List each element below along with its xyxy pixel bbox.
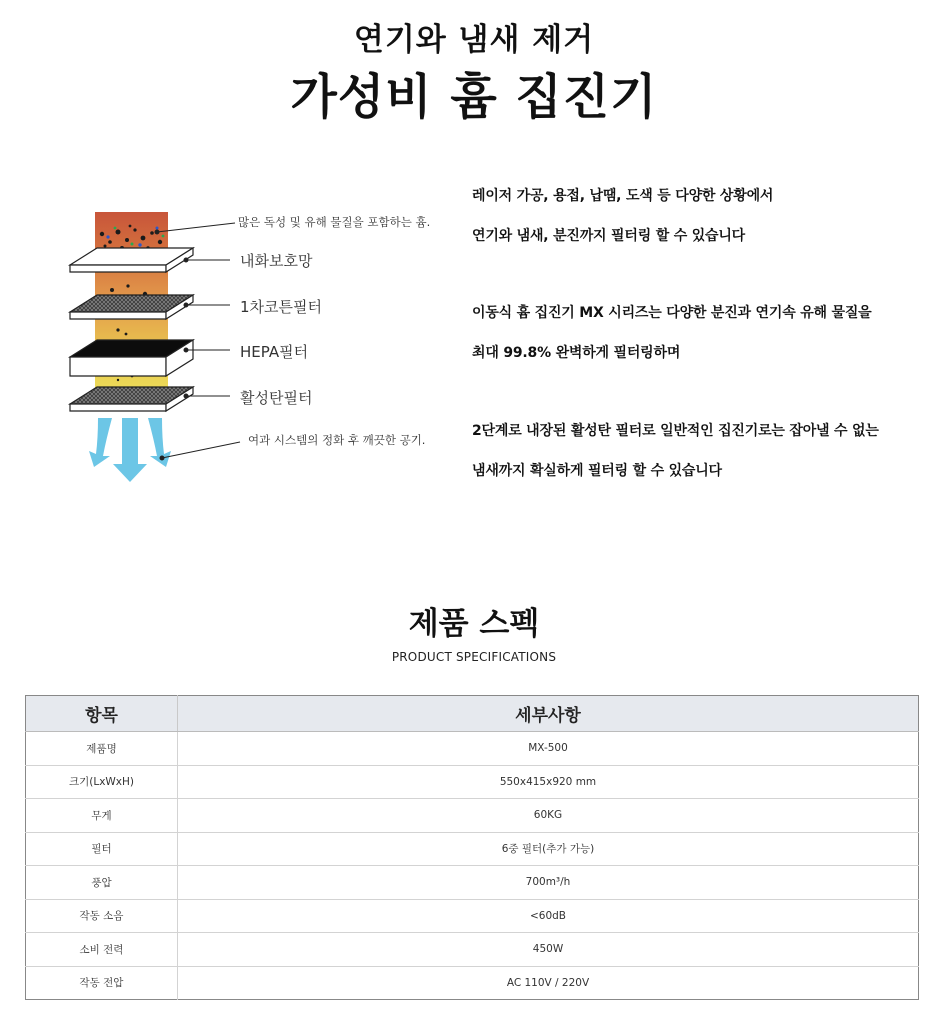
spec-label: 작동 전압: [26, 966, 178, 1000]
table-header-row: [26, 696, 919, 732]
page-title: 가성비 흄 집진기: [290, 69, 658, 125]
description-line: 연기와 냄새, 분진까지 필터링 할 수 있습니다: [472, 228, 745, 244]
spec-label: 풍압: [26, 866, 178, 900]
description-line: 레이저 가공, 용접, 납땜, 도색 등 다양한 상황에서: [472, 188, 774, 204]
spec-value: AC 110V / 220V: [506, 976, 590, 989]
header-detail: 세부사항: [178, 696, 919, 732]
spec-value: MX-500: [178, 732, 919, 766]
label-fire-mesh: 내화보호망: [240, 252, 313, 270]
spec-table: [25, 695, 919, 1000]
label-clean-air: 여과 시스템의 정화 후 깨끗한 공기.: [248, 433, 426, 447]
table-row: [26, 832, 919, 866]
label-carbon-filter: 활성탄필터: [240, 389, 313, 407]
label-hepa-filter: HEPA필터: [240, 343, 309, 361]
table-row: [26, 899, 919, 933]
spec-label: 제품명: [26, 732, 178, 766]
spec-value: 6중 필터(추가 가능): [178, 832, 919, 866]
spec-label: 작동 소음: [26, 899, 178, 933]
clean-air-arrows: [89, 418, 171, 482]
header-item: 항목: [26, 696, 178, 732]
spec-value: 450W: [178, 933, 919, 967]
page-subtitle: 연기와 냄새 제거: [353, 22, 595, 58]
specs-subtitle: PRODUCT SPECIFICATIONS: [391, 650, 557, 664]
description-line: 냄새까지 확실하게 필터링 할 수 있습니다: [472, 463, 722, 479]
filter-diagram: [0, 190, 470, 500]
spec-label: 필터: [26, 832, 178, 866]
spec-value: 60KG: [178, 799, 919, 833]
table-row: [26, 732, 919, 766]
spec-value: <60dB: [178, 899, 919, 933]
table-row: [26, 866, 919, 900]
description-line: 2단계로 내장된 활성탄 필터로 일반적인 집진기로는 잡아낼 수 없는: [472, 423, 879, 439]
specs-title: 제품 스펙: [408, 606, 540, 642]
spec-value: 700m³/h: [178, 866, 919, 900]
spec-label: 무게: [26, 799, 178, 833]
filter-layers-illustration: [0, 190, 470, 500]
table-row: [26, 966, 919, 1000]
spec-value: 550x415x920 mm: [178, 765, 919, 799]
table-row: [26, 765, 919, 799]
table-row: [26, 933, 919, 967]
description-line: 이동식 흄 집진기 MX 시리즈는 다양한 분진과 연기속 유해 물질을: [472, 305, 872, 321]
description-line: 최대 99.8% 완벽하게 필터링하며: [472, 345, 681, 361]
label-cotton-filter: 1차코튼필터: [240, 298, 322, 316]
spec-label: 소비 전력: [26, 933, 178, 967]
label-fume: 많은 독성 및 유해 물질을 포함하는 흄.: [238, 215, 431, 229]
spec-label: 크기(LxWxH): [26, 765, 178, 799]
table-row: [26, 799, 919, 833]
